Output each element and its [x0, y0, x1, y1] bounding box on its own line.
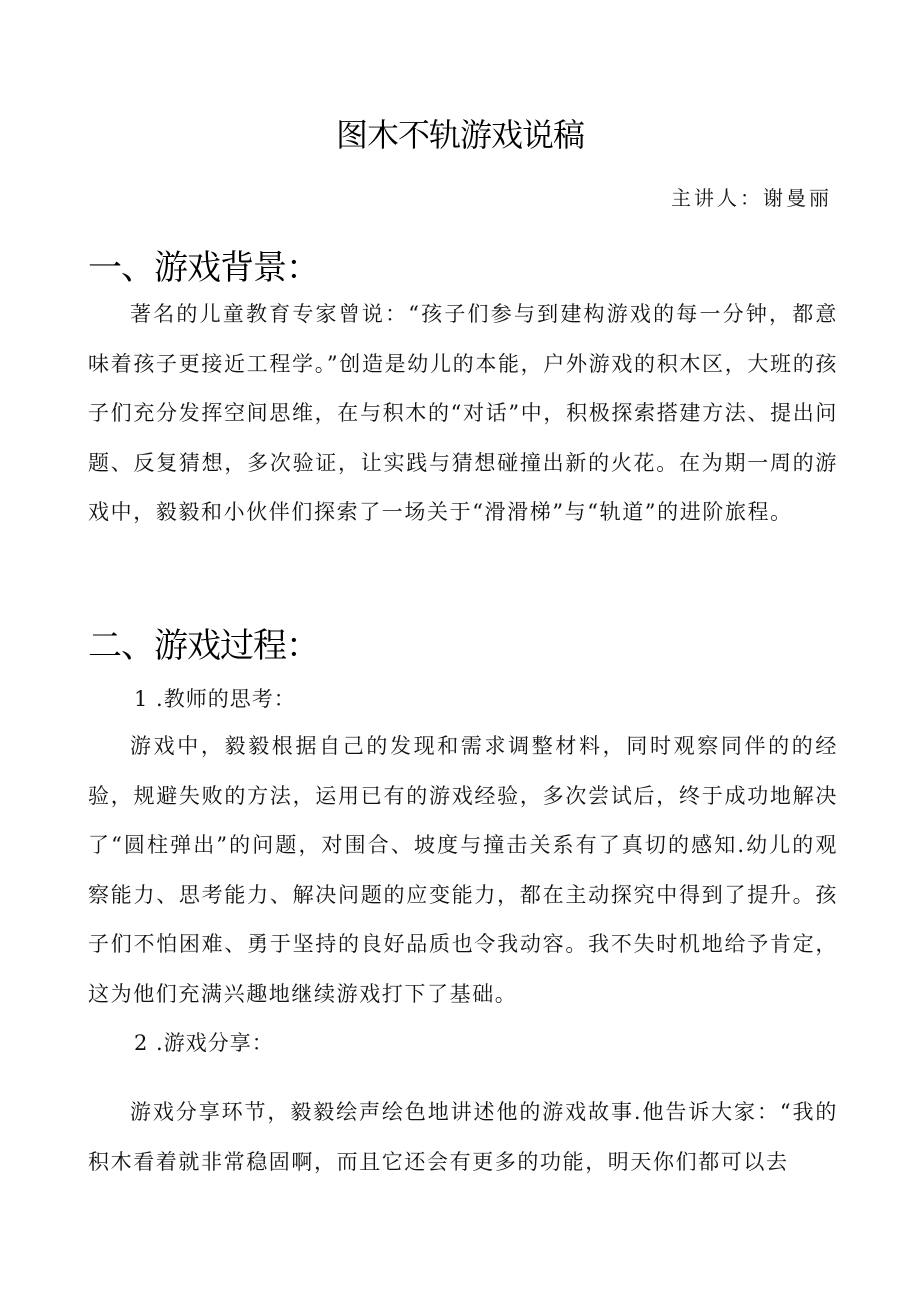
section-heading-background: 一、游戏背景：: [88, 248, 319, 288]
subsection-label-game-sharing: 2 .游戏分享：: [134, 1031, 274, 1055]
background-paragraph: 著名的儿童教育专家曾说：“孩子们参与到建构游戏的每一分钟，都意味着孩子更接近工程学。”创造是幼儿的本能，户外游戏的积木区，大班的孩子们充分发挥空间思维，在与积木的“对话”中，积极探索搭建方法、提出问题、反复猜想，多次验证，让实践与猜想碰撞出新的火花。在为期一周的游戏中，毅毅和小伙伴们探索了一场关于“滑滑梯”与“轨道”的进阶旅程。: [88, 302, 838, 524]
teacher-thoughts-paragraph: 游戏中，毅毅根据自己的发现和需求调整材料，同时观察同伴的的经验，规避失败的方法，运用已有的游戏经验，多次尝试后，终于成功地解决了“圆柱弹出”的问题，对围合、坡度与撞击关系有了真切的感知.幼儿的观察能力、思考能力、解决问题的应变能力，都在主动探究中得到了提升。孩子们不怕困难、勇于坚持的良好品质也令我动容。我不失时机地给予肯定，这为他们充满兴趣地继续游戏打下了基础。: [88, 734, 838, 1006]
section-heading-process: 二、游戏过程：: [88, 626, 319, 666]
document-title: 图木不轨游戏说稿: [335, 116, 584, 154]
subsection-label-teacher-thoughts: 1 .教师的思考：: [134, 687, 296, 711]
game-sharing-paragraph: 游戏分享环节，毅毅绘声绘色地讲述他的游戏故事.他告诉大家：“我的积木看着就非常稳固啊，而且它还会有更多的功能，明天你们都可以去: [88, 1100, 838, 1174]
author-line: 主讲人：谢曼丽: [671, 186, 832, 210]
